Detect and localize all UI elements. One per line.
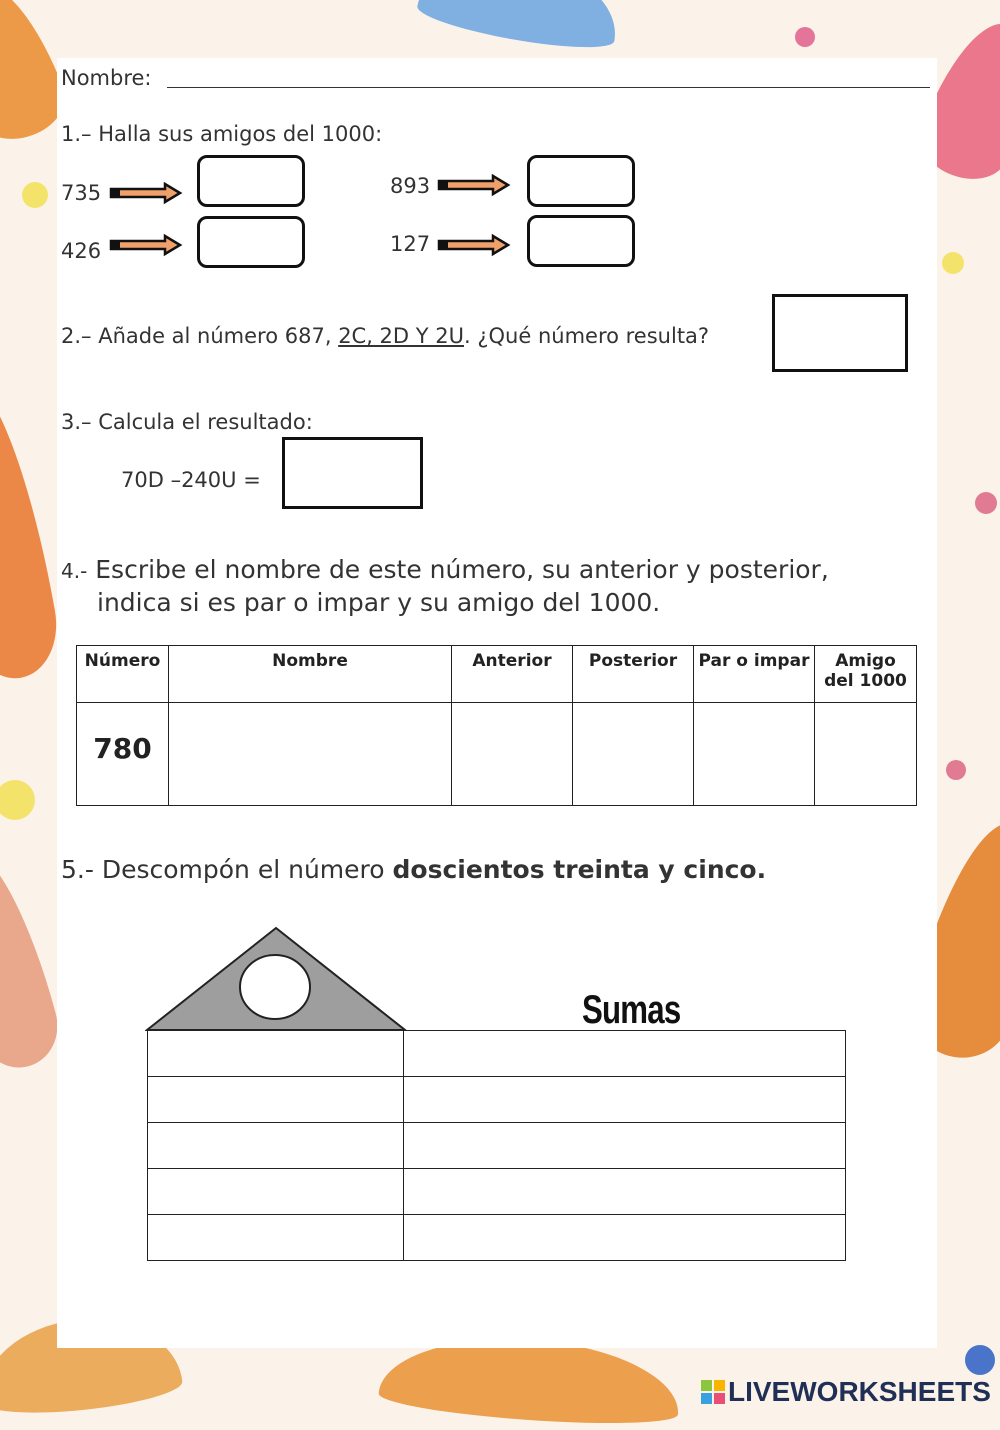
q1-answer-box[interactable] <box>197 155 305 207</box>
q5-sum-cell[interactable] <box>404 1031 846 1077</box>
q4-friend-input[interactable] <box>815 703 917 806</box>
q4-header-cell: Anterior <box>452 646 573 703</box>
dot-decoration <box>965 1345 995 1375</box>
q1-number: 127 <box>390 232 431 256</box>
dot-decoration <box>0 780 35 820</box>
q2-text <box>61 324 709 348</box>
liveworksheets-logo <box>700 1376 991 1408</box>
q1-answer-box[interactable] <box>527 155 635 207</box>
q4-name-input[interactable] <box>169 703 452 806</box>
q5-row <box>148 1123 846 1169</box>
pencil-arrow-icon <box>435 233 511 257</box>
q3-title: 3.– Calcula el resultado: <box>61 410 313 434</box>
q5-row <box>148 1031 846 1077</box>
q5-row <box>148 1215 846 1261</box>
pencil-arrow-icon <box>107 233 183 257</box>
house-roof-icon <box>145 924 407 1034</box>
q4-header-cell: Nombre <box>169 646 452 703</box>
worksheet-page <box>57 58 937 1348</box>
q5-decomposition-cell[interactable] <box>148 1123 404 1169</box>
q2-answer-box[interactable] <box>772 294 908 372</box>
q4-answer-row <box>77 703 917 806</box>
q4-parity-input[interactable] <box>694 703 815 806</box>
dot-decoration <box>975 492 997 514</box>
q5-sum-cell[interactable] <box>404 1123 846 1169</box>
dot-decoration <box>795 27 815 47</box>
q4-line1-text: Escribe el nombre de este número, su anterior y posterior, <box>87 555 829 584</box>
q5-decomposition-cell[interactable] <box>148 1169 404 1215</box>
q4-next-input[interactable] <box>573 703 694 806</box>
q1-number: 893 <box>390 174 431 198</box>
q5-prefix: 5.- Descompón el número <box>61 855 393 884</box>
feather-decoration <box>0 374 65 685</box>
q4-number: 780 <box>93 731 152 765</box>
q4-number-cell <box>77 703 169 806</box>
q5-sum-cell[interactable] <box>404 1077 846 1123</box>
q1-number: 426 <box>61 239 102 263</box>
q4-line2: indica si es par o impar y su amigo del 1000. <box>97 588 661 617</box>
q2-suffix: . ¿Qué número resulta? <box>464 324 710 348</box>
q1-answer-box[interactable] <box>527 215 635 267</box>
q1-number: 735 <box>61 181 102 205</box>
q1-answer-box[interactable] <box>197 216 305 268</box>
q4-header-cell: Posterior <box>573 646 694 703</box>
q5-bold: doscientos treinta y cinco. <box>392 855 767 884</box>
dot-decoration <box>946 760 966 780</box>
q5-row <box>148 1169 846 1215</box>
q4-line1 <box>61 555 829 584</box>
pencil-arrow-icon <box>107 181 183 205</box>
q4-header-cell: Amigo del 1000 <box>815 646 917 703</box>
q5-decomposition-cell[interactable] <box>148 1215 404 1261</box>
q2-underlined: 2C, 2D Y 2U <box>338 324 465 348</box>
q4-number-label: 4.- <box>61 559 88 583</box>
q5-row <box>148 1077 846 1123</box>
sumas-label: Sumas <box>582 988 681 1032</box>
pencil-arrow-icon <box>435 173 511 197</box>
q4-header-cell: Número <box>77 646 169 703</box>
q5-sum-cell[interactable] <box>404 1169 846 1215</box>
logo-text: LIVEWORKSHEETS <box>728 1376 991 1407</box>
q2-prefix: 2.– Añade al número 687, <box>61 324 339 348</box>
q4-header-row <box>77 646 917 703</box>
dot-decoration <box>942 252 964 274</box>
q5-decomposition-cell[interactable] <box>148 1031 404 1077</box>
q4-table <box>76 645 917 806</box>
dot-decoration <box>22 182 48 208</box>
feather-decoration <box>415 0 626 57</box>
name-label: Nombre: <box>61 66 152 90</box>
q4-header-cell: Par o impar <box>694 646 815 703</box>
q3-answer-box[interactable] <box>282 437 423 509</box>
q5-sum-cell[interactable] <box>404 1215 846 1261</box>
q5-decomposition-cell[interactable] <box>148 1077 404 1123</box>
q5-table <box>147 1030 846 1261</box>
q5-text <box>61 855 766 884</box>
q3-expression: 70D –240U = <box>121 468 261 492</box>
name-line[interactable] <box>167 87 930 88</box>
q4-previous-input[interactable] <box>452 703 573 806</box>
q1-title: 1.– Halla sus amigos del 1000: <box>61 122 383 146</box>
logo-squares-icon <box>700 1379 726 1405</box>
